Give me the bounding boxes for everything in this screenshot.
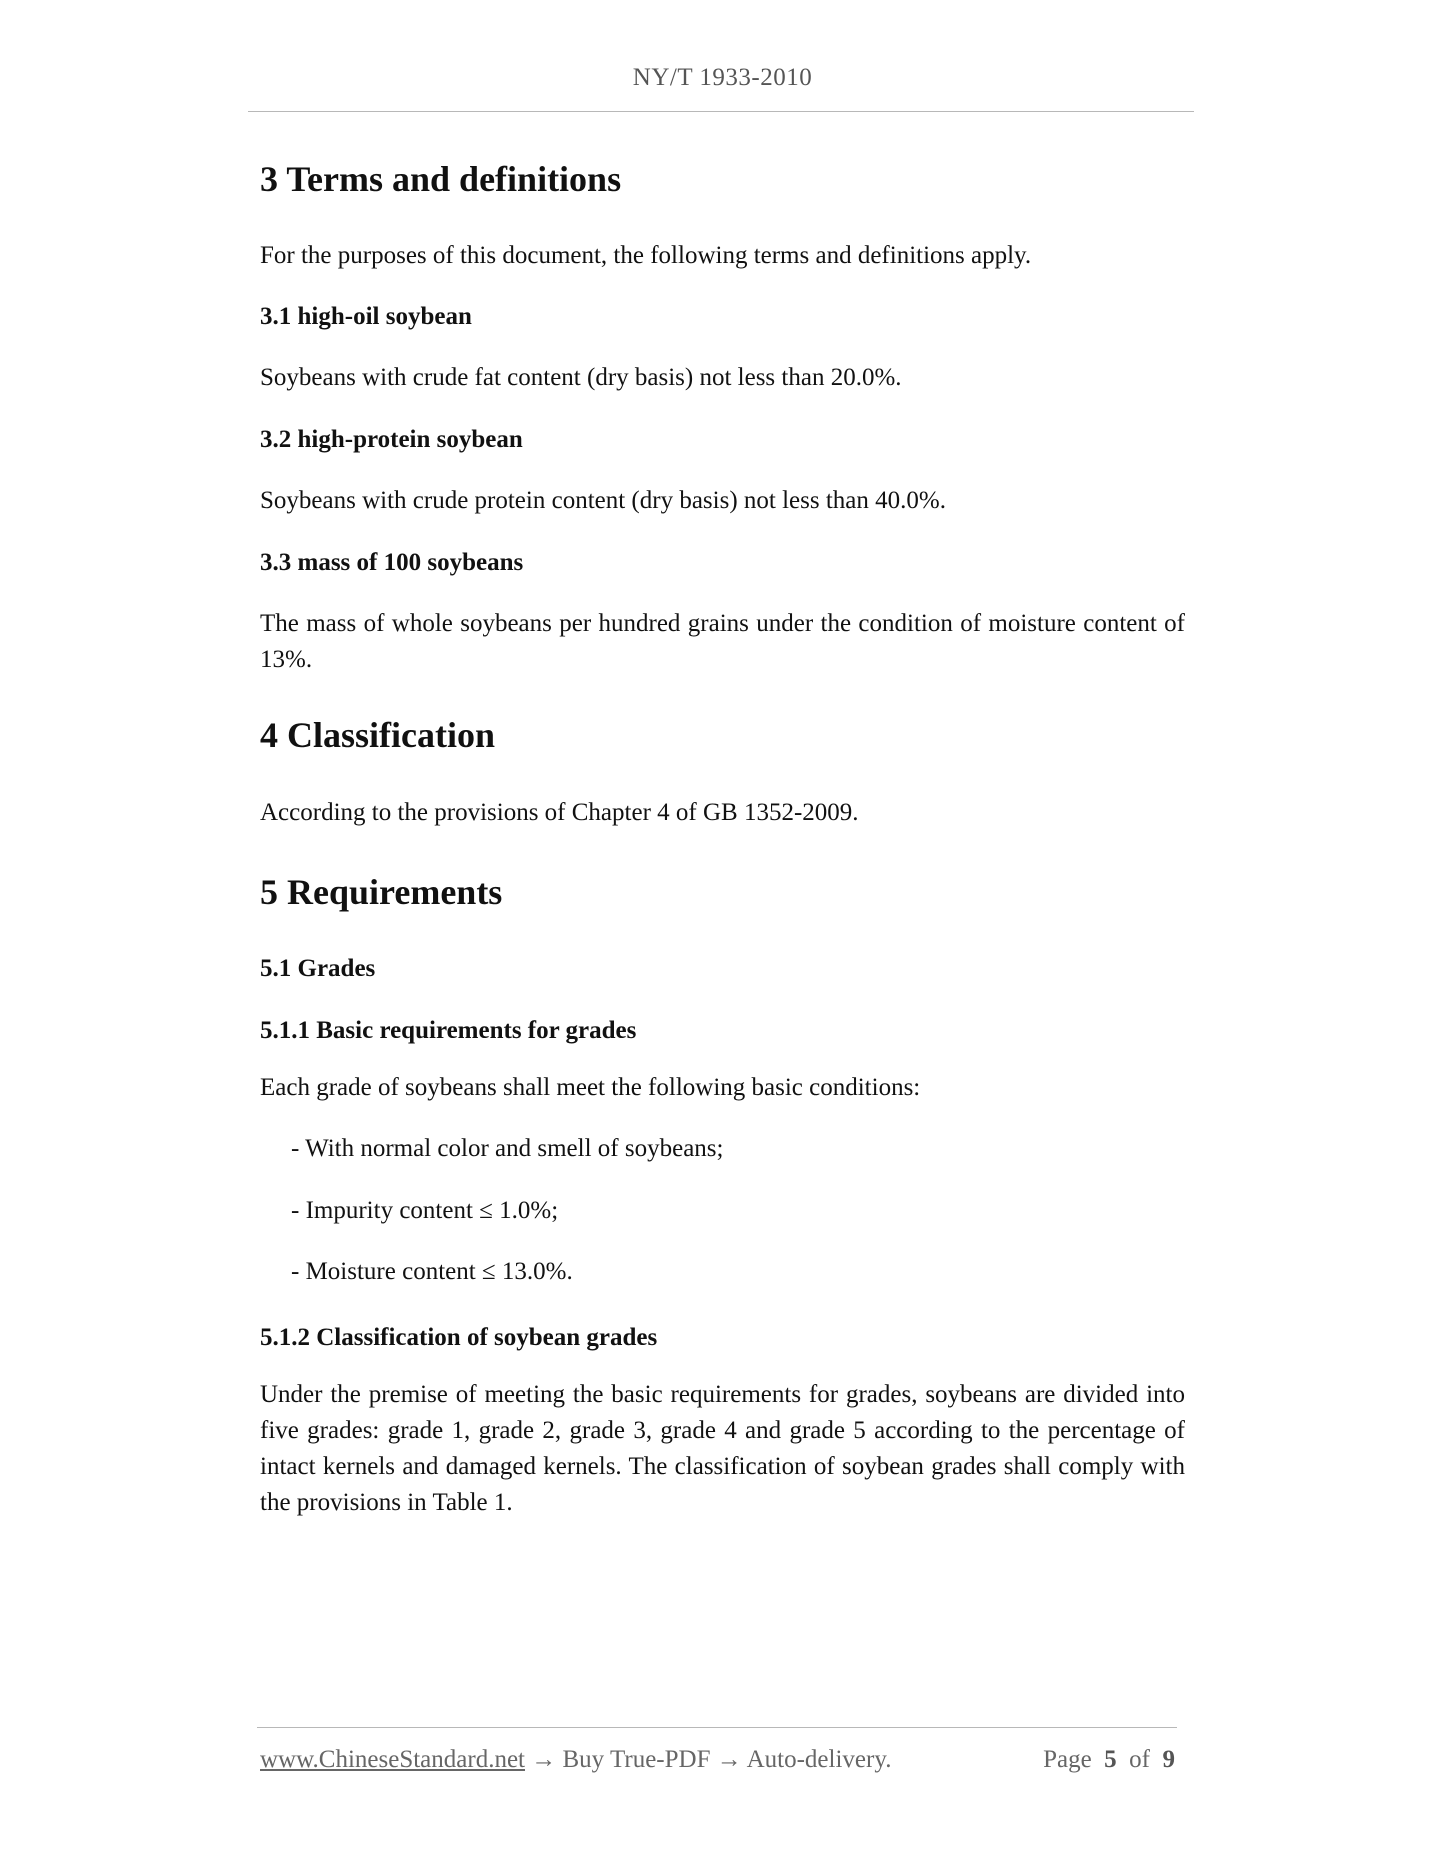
current-page: 5 (1104, 1746, 1117, 1773)
page-number (1043, 1746, 1175, 1774)
section-4-text: According to the provisions of Chapter 4 of GB 1352-2009. (260, 799, 859, 826)
list-item: - With normal color and smell of soybeans; (291, 1135, 724, 1162)
term-3-3-heading: 3.3 mass of 100 soybeans (260, 549, 524, 576)
section-5-1-heading: 5.1 Grades (260, 955, 376, 982)
section-5-1-1-heading: 5.1.1 Basic requirements for grades (260, 1017, 637, 1044)
term-3-1-definition: Soybeans with crude fat content (dry basis) not less than 20.0%. (260, 364, 902, 391)
term-3-1-heading: 3.1 high-oil soybean (260, 303, 472, 330)
section-5-1-2-text: Under the premise of meeting the basic requirements for grades, soybeans are divided into five grades: grade 1, grade 2, grade 3, grade 4 and grade 5 according to the percentage of intact kernels and damaged kernels. The classification of soybean grades shall comply with the provisions in Table 1. (260, 1381, 1185, 1516)
footer-divider (257, 1727, 1177, 1728)
list-item: - Impurity content ≤ 1.0%; (291, 1197, 559, 1224)
section-3-intro: For the purposes of this document, the following terms and definitions apply. (260, 242, 1032, 269)
term-3-2-definition: Soybeans with crude protein content (dry basis) not less than 40.0%. (260, 487, 946, 514)
page-of-label: of (1129, 1746, 1150, 1773)
section-3-heading: 3 Terms and definitions (260, 159, 622, 199)
term-3-2-heading: 3.2 high-protein soybean (260, 426, 523, 453)
section-5-1-1-intro: Each grade of soybeans shall meet the following basic conditions: (260, 1074, 921, 1101)
total-pages: 9 (1162, 1746, 1175, 1773)
section-5-heading: 5 Requirements (260, 872, 503, 912)
term-3-3-definition: The mass of whole soybeans per hundred grains under the condition of moisture content of 13%. (260, 610, 1185, 673)
section-5-1-2-heading: 5.1.2 Classification of soybean grades (260, 1324, 658, 1351)
document-id-header: NY/T 1933-2010 (632, 64, 813, 91)
list-item: - Moisture content ≤ 13.0%. (291, 1258, 573, 1285)
page-label: Page (1043, 1746, 1092, 1773)
footer-promo (260, 1746, 891, 1774)
website-link[interactable]: www.ChineseStandard.net (260, 1746, 525, 1773)
header-divider (248, 111, 1194, 112)
section-4-heading: 4 Classification (260, 715, 496, 755)
footer-tagline: → Buy True-PDF → Auto-delivery. (525, 1746, 892, 1773)
